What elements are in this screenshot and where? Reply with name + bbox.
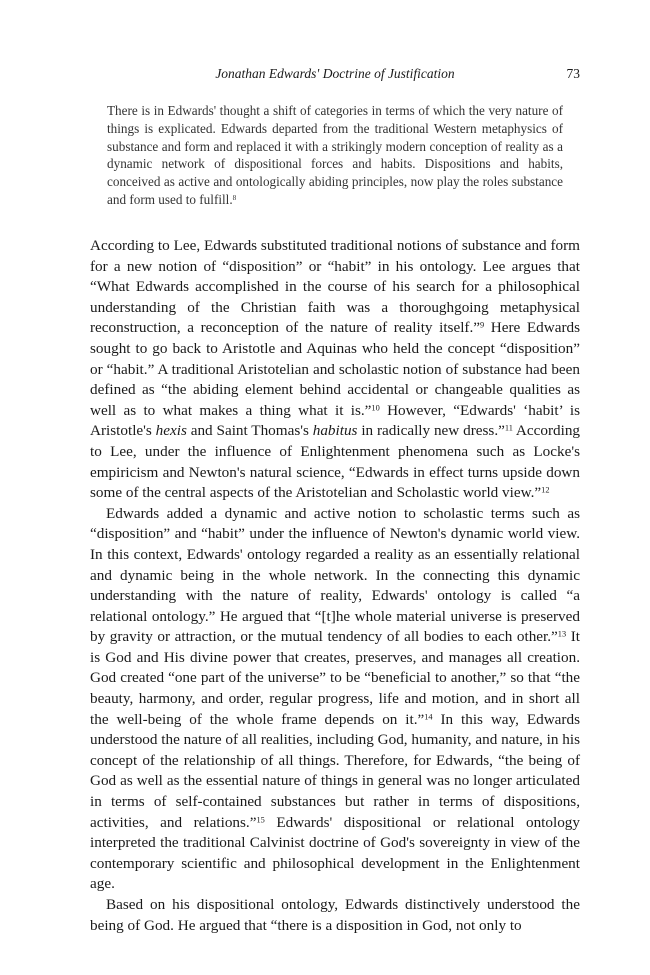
page-number: 73 (566, 66, 580, 81)
text-run: Edwards added a dynamic and active notion to scholastic terms such as “disposition” and “habit” under the influence of Newton's dynamic world view. In this context, Edwards' ontology regarded a reality as an essentially relational and dynamic being in the whole network. In the connecting this dynamic understanding with the nature of reality, Edwards' ontology is called “a relational ontology.” He argued that “[t]he whole material universe is preserved by gravity or attraction, or the mutual tendency of all bodies to each other.” (90, 504, 580, 646)
footnote-ref: 15 (256, 815, 265, 825)
text-run: in radically new dress.” (357, 422, 505, 440)
footnote-ref: 13 (557, 629, 567, 639)
text-run: Here Edwards sought to go back to Aristotle and Aquinas who held the concept “disposition” or “habit.” A traditional Aristotelian and scholastic notion of substance had been defined as “the abiding element behind accidental or changeable qualities as well as to what makes a thing what it is.” (90, 319, 581, 419)
paragraph-2 (90, 504, 580, 895)
text-run: However, “Edwards' ‘habit’ is Aristotle's (90, 401, 580, 440)
text-run: It is God and His divine power that creates, preserves, and manages all creation. God created “one part of the universe” to be “beneficial to another,” so that “the beauty, harmony, and order, regular progress, life and motion, and in short all the well-being of the whole frame depends on it.” (90, 628, 580, 728)
footnote-ref: 10 (371, 403, 380, 413)
text-run: According to Lee, under the influence of Enlightenment phenomena such as Locke's empiricism and Newton's natural science, “Edwards in effect turns upside down some of the central aspects of the Aristotelian and Scholastic world view.” (90, 422, 581, 502)
running-head: Jonathan Edwards' Doctrine of Justification (215, 66, 455, 81)
italic-term: hexis (155, 422, 187, 440)
text-run: and Saint Thomas's (186, 422, 313, 440)
block-quote (107, 102, 563, 209)
italic-term: habitus (312, 422, 358, 440)
quote-text: There is in Edwards' thought a shift of categories in terms of which the very nature of things is explicated. Edwards departed from the traditional Western metaphysics of substance and form and replaced it with a strikingly modern conception of reality as a dynamic network of dispositional forces and habits. Dispositions and habits, conceived as active and ontologically abiding principles, now play the roles substance and form used to fulfill. (107, 103, 563, 207)
footnote-ref: 8 (232, 194, 237, 202)
paragraph-1 (90, 236, 580, 504)
text-run: Based on his dispositional ontology, Edwards distinctively understood the being of God. He argued that “there is a disposition in God, not only to (90, 896, 580, 934)
footnote-ref: 11 (504, 423, 513, 433)
paragraph-3 (90, 895, 580, 936)
text-run: In this way, Edwards understood the nature of all realities, including God, humanity, and nature, in his concept of the relationship of all things. Therefore, for Edwards, “the being of God as well as the essential nature of things in general was no longer articulated in terms of self-contained substances but rather in terms of dispositions, activities, and relations.” (90, 710, 580, 831)
page-header (90, 66, 580, 86)
text-run: Edwards' dispositional or relational ontology interpreted the traditional Calvinist doctrine of God's sovereignty in view of the contemporary scientific and philosophical development in the Enlightenment age. (90, 813, 580, 893)
footnote-ref: 9 (480, 320, 485, 330)
footnote-ref: 14 (424, 712, 433, 722)
text-run: According to Lee, Edwards substituted traditional notions of substance and form for a new notion of “disposition” or “habit” in his ontology. Lee argues that “What Edwards accomplished in the course of his search for a philosophical understanding of the Christian faith was a thoroughgoing metaphysical reconstruction, a reconception of the nature of reality itself.” (90, 237, 580, 337)
body-text (90, 236, 580, 936)
footnote-ref: 12 (541, 485, 550, 495)
